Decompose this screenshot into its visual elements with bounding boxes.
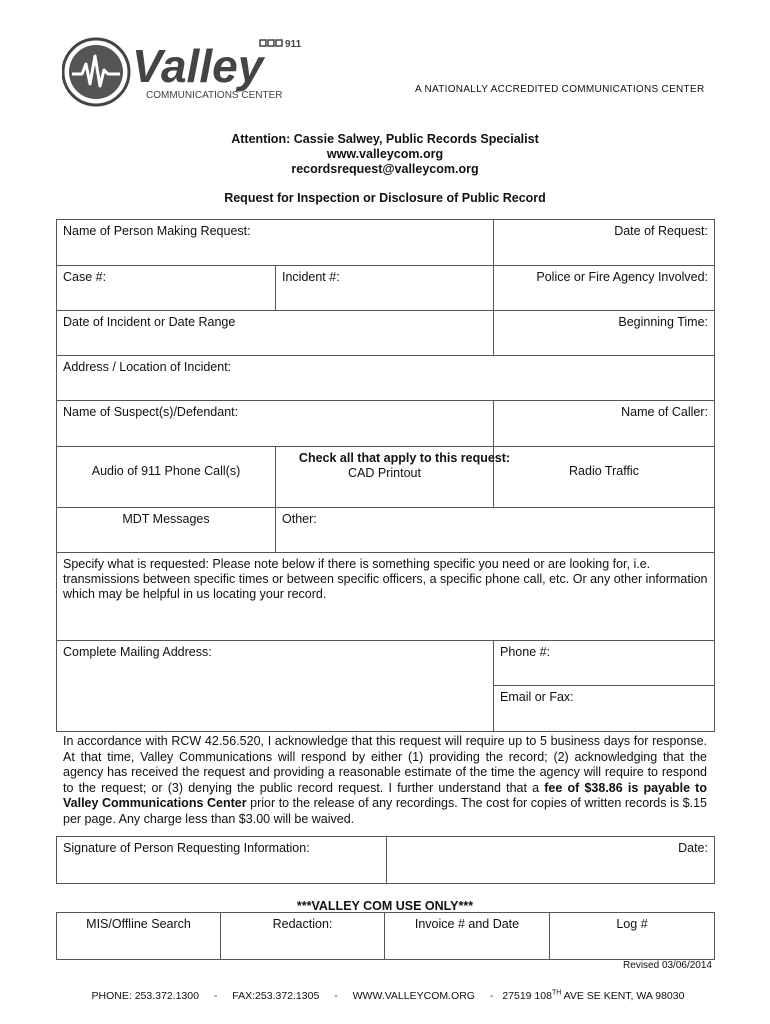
- radio-option[interactable]: [494, 447, 715, 508]
- attention-line: Attention: Cassie Salwey, Public Records Specialist: [231, 132, 539, 146]
- radio-label: Radio Traffic: [569, 464, 639, 478]
- footer-separator: -: [213, 989, 218, 1002]
- suspect-field[interactable]: [57, 401, 494, 447]
- caller-label: Name of Caller:: [621, 405, 708, 419]
- date-request-label: Date of Request:: [614, 224, 708, 238]
- footer-separator: -: [489, 989, 494, 1002]
- logo-word: Valley: [132, 40, 264, 92]
- mdt-option[interactable]: [57, 508, 276, 553]
- ack-fee: fee of $38.86 is payable to Valley Communications Center: [63, 780, 707, 811]
- footer-address: [502, 990, 684, 1002]
- name-person-label: Name of Person Making Request:: [63, 224, 251, 238]
- mailing-field[interactable]: [57, 641, 494, 732]
- address-label: Address / Location of Incident:: [63, 360, 232, 374]
- specify-label: Specify what is requested: Please note below if there is something specific you need or are looking for, i.e. transmissions between specific times or between specific officers, a specific phone call, etc. Or any other information which may be helpful in us locating your record.: [63, 557, 708, 601]
- audio-label: Audio of 911 Phone Call(s): [91, 464, 241, 478]
- date-request-field[interactable]: [494, 220, 715, 266]
- invoice-field[interactable]: [385, 913, 550, 960]
- other-field[interactable]: [276, 508, 715, 553]
- logo-911: 911: [285, 39, 302, 50]
- mis-field[interactable]: [57, 913, 221, 960]
- other-label: Other:: [282, 512, 317, 526]
- beginning-time-label: Beginning Time:: [618, 315, 708, 329]
- footer-separator: -: [334, 989, 338, 1002]
- address-field[interactable]: [57, 356, 715, 401]
- footer-addr-rest: AVE SE KENT, WA 98030: [561, 989, 685, 1002]
- website-line: www.valleycom.org: [326, 147, 444, 161]
- case-number-label: Case #:: [63, 270, 107, 284]
- log-label: Log #: [616, 917, 648, 931]
- cad-option[interactable]: [276, 447, 511, 508]
- footer-web: WWW.VALLEYCOM.ORG: [352, 989, 475, 1002]
- office-use-title: ***VALLEY COM USE ONLY***: [296, 899, 474, 913]
- case-number-field[interactable]: [57, 266, 276, 311]
- revised-date: Revised 03/06/2014: [623, 960, 712, 971]
- incident-number-label: Incident #:: [282, 270, 340, 284]
- specify-field[interactable]: [57, 553, 715, 641]
- phone-field[interactable]: [494, 641, 715, 686]
- mis-label: MIS/Offline Search: [86, 917, 191, 931]
- suspect-label: Name of Suspect(s)/Defendant:: [63, 405, 239, 419]
- date-incident-field[interactable]: [57, 311, 494, 356]
- redaction-field[interactable]: [221, 913, 385, 960]
- email-line: recordsrequest@valleycom.org: [291, 162, 479, 176]
- mailing-label: Complete Mailing Address:: [63, 645, 212, 659]
- valley-logo: [62, 34, 322, 112]
- signature-date-field[interactable]: [387, 837, 715, 884]
- log-field[interactable]: [550, 913, 715, 960]
- date-incident-label: Date of Incident or Date Range: [63, 315, 236, 329]
- footer-addr-sup: TH: [551, 989, 562, 996]
- signature-field[interactable]: [57, 837, 387, 884]
- signature-label: Signature of Person Requesting Information:: [63, 841, 310, 855]
- audio-option[interactable]: [57, 447, 276, 508]
- ack-part2: prior to the release of any recordings. The cost for copies of written records is $.15 per page. Any charge less than $3.00 will be waived.: [63, 796, 707, 826]
- redaction-label: Redaction:: [272, 917, 333, 931]
- logo-subtitle: COMMUNICATIONS CENTER: [146, 90, 283, 101]
- invoice-label: Invoice # and Date: [414, 917, 520, 931]
- agency-field[interactable]: [494, 266, 715, 311]
- incident-number-field[interactable]: [276, 266, 494, 311]
- mdt-label: MDT Messages: [122, 512, 210, 526]
- phone-label: Phone #:: [500, 645, 551, 659]
- agency-label: Police or Fire Agency Involved:: [536, 270, 708, 284]
- email-fax-field[interactable]: [494, 686, 715, 732]
- footer: [0, 989, 770, 1002]
- acknowledgement-text: [63, 734, 707, 828]
- signature-date-label: Date:: [678, 841, 708, 855]
- office-use-table: [56, 912, 715, 960]
- footer-fax: FAX:253.372.1305: [232, 989, 320, 1002]
- footer-phone: PHONE: 253.372.1300: [91, 989, 199, 1002]
- beginning-time-field[interactable]: [494, 311, 715, 356]
- form-title: Request for Inspection or Disclosure of Public Record: [224, 191, 546, 205]
- footer-addr-num: 27519 108: [502, 989, 552, 1002]
- accredited-tagline: A NATIONALLY ACCREDITED COMMUNICATIONS CENTER: [415, 84, 705, 95]
- check-all-heading: Check all that apply to this request:: [298, 451, 511, 465]
- email-fax-label: Email or Fax:: [500, 690, 574, 704]
- ack-part1: In accordance with RCW 42.56.520, I acknowledge that this request will require up to 5 business days for response. At that time, Valley Communications will respond by either (1) providing the record; (2) acknowledging that the agency has received the request and providing a reasonable estimate of the time the agency will require to respond to the request; or (3) denying the public record request. I further understand that a: [63, 734, 707, 795]
- caller-field[interactable]: [494, 401, 715, 447]
- name-person-field[interactable]: [57, 220, 494, 266]
- cad-label: CAD Printout: [348, 466, 421, 480]
- request-table: [56, 219, 715, 732]
- signature-table: [56, 836, 715, 884]
